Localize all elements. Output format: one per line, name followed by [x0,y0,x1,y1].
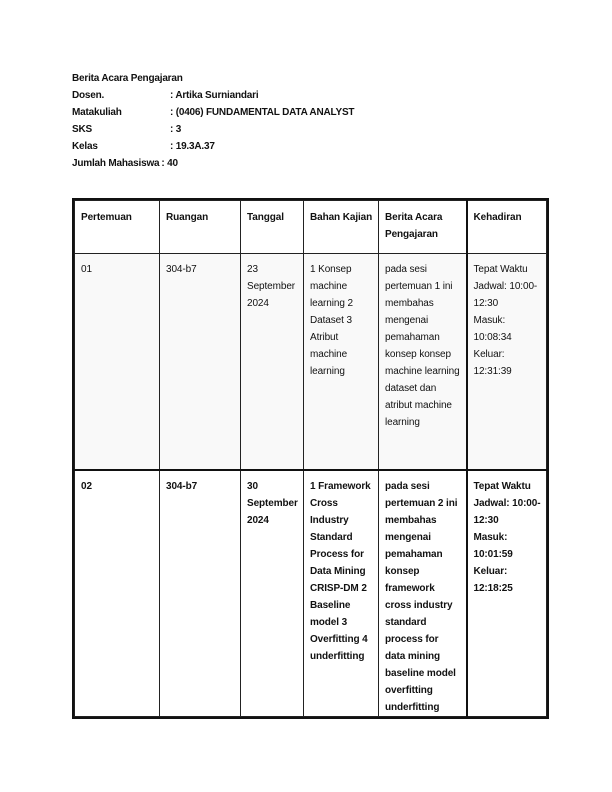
cell-tanggal: 23 September 2024 [241,254,304,471]
attendance-table [74,200,547,717]
cell-pertemuan: 02 [75,470,160,717]
meta-row-jumlah-mahasiswa [72,157,178,171]
table-header-row [75,201,547,254]
table-row [75,254,547,471]
kehadiran-keluar: Keluar: 12:31:39 [473,349,512,377]
header-ruangan: Ruangan [160,201,241,254]
meta-value-matakuliah: : (0406) FUNDAMENTAL DATA ANALYST [170,107,355,118]
header-pertemuan: Pertemuan [75,201,160,254]
meta-label-jumlah-mahasiswa: Jumlah Mahasiswa [72,158,160,169]
cell-bahan-kajian: 1 Framework Cross Industry Standard Process for Data Mining CRISP-DM 2 Baseline model 3 Overfitting 4 underfitting [304,470,379,717]
meta-value-jumlah-mahasiswa: : 40 [161,158,178,169]
cell-bahan-kajian: 1 Konsep machine learning 2 Dataset 3 Atribut machine learning [304,254,379,471]
table-row [75,470,547,717]
kehadiran-masuk: Masuk: 10:01:59 [473,532,513,560]
meta-label-sks: SKS [72,124,92,135]
cell-ruangan: 304-b7 [160,254,241,471]
meta-row-matakuliah [72,106,354,120]
meta-row-kelas [72,140,215,154]
cell-pertemuan: 01 [75,254,160,471]
kehadiran-status: Tepat Waktu [473,481,531,492]
cell-kehadiran [467,470,547,717]
kehadiran-status: Tepat Waktu [473,264,528,275]
kehadiran-keluar: Keluar: 12:18:25 [473,566,513,594]
header-berita-acara: Berita Acara Pengajaran [379,201,467,254]
meta-label-matakuliah: Matakuliah [72,107,122,118]
meta-row-dosen [72,89,258,103]
cell-berita-acara: pada sesi pertemuan 1 ini membahas mengenai pemahaman konsep konsep machine learning dataset dan atribut machine learning [379,254,467,471]
kehadiran-masuk: Masuk: 10:08:34 [473,315,512,343]
header-bahan-kajian: Bahan Kajian [304,201,379,254]
header-kehadiran: Kehadiran [467,201,547,254]
meta-row-sks [72,123,181,137]
document-title: Berita Acara Pengajaran [72,73,183,84]
cell-tanggal: 30 September 2024 [241,470,304,717]
meta-value-kelas: : 19.3A.37 [170,141,215,152]
kehadiran-jadwal: Jadwal: 10:00-12:30 [473,498,541,526]
cell-kehadiran [467,254,547,471]
meta-label-dosen: Dosen. [72,90,105,101]
attendance-table-frame [72,198,549,719]
cell-ruangan: 304-b7 [160,470,241,717]
header-tanggal: Tanggal [241,201,304,254]
kehadiran-jadwal: Jadwal: 10:00-12:30 [473,281,538,309]
meta-value-dosen: : Artika Surniandari [170,90,259,101]
meta-value-sks: : 3 [170,124,182,135]
cell-berita-acara: pada sesi pertemuan 2 ini membahas mengenai pemahaman konsep framework cross industry standard process for data mining baseline model overfitting underfitting [379,470,467,717]
meta-label-kelas: Kelas [72,141,98,152]
